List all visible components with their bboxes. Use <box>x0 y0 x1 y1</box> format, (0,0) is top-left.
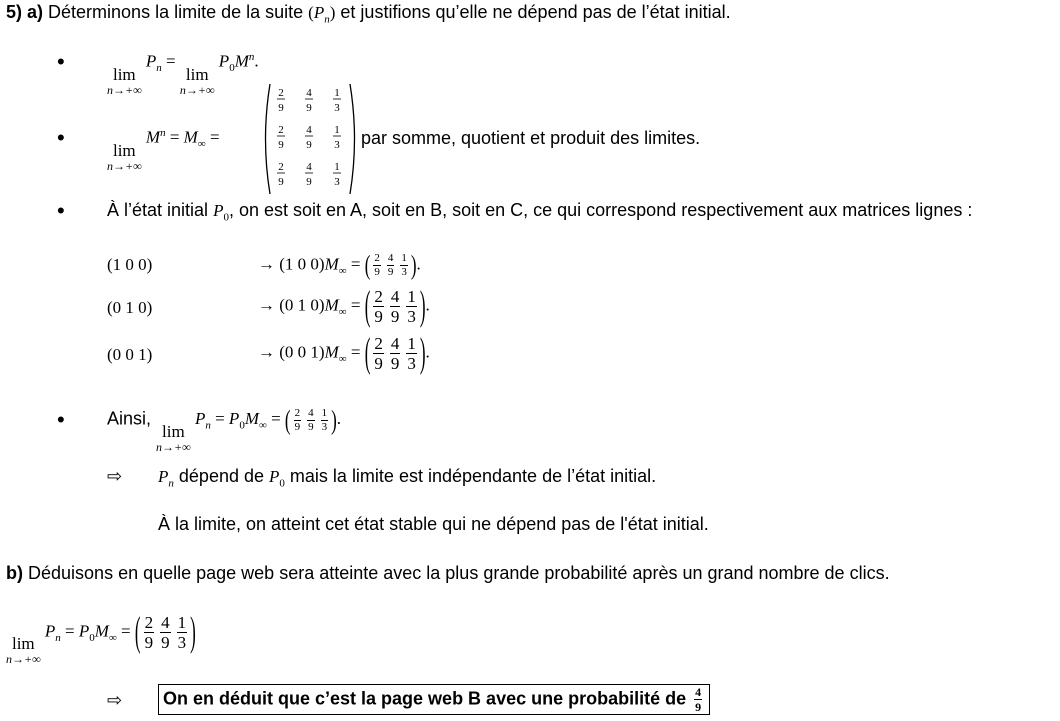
conclusion-line-2: À la limite, on atteint cet état stable qui ne dépend pas de l'état initial. <box>158 514 709 534</box>
bullet-icon: • <box>57 49 65 74</box>
matrix-entry: 1 <box>334 161 340 173</box>
bullet-icon: • <box>57 198 65 223</box>
bullet2-text: par somme, quotient et produit des limites. <box>361 128 701 148</box>
row-mapping-1: → (1 0 $0)M_\infty$ = ( $\frac{2}{9}$ $\frac{4}{9}$ $\frac{1}{3}$ ). <box>258 249 421 280</box>
sequence-symbol: $(P_n)$ <box>308 3 336 26</box>
question-b-label: b) <box>6 563 23 583</box>
matrix-entry: 9 <box>306 102 312 114</box>
matrix-entry: 9 <box>278 176 284 188</box>
row-mapping-3: → (0 0 $1)M_\infty$ = ( $\frac{2}{9}$ $\frac{4}{9}$ $\frac{1}{3}$ ). <box>258 329 430 376</box>
row-vector: (0 1 0) <box>107 298 153 317</box>
question-a-heading <box>6 2 731 25</box>
matrix-entry: 4 <box>306 124 312 136</box>
final-answer-box: On en déduit que c’est la page web B avec une probabilité de $\frac{4}{9}$ <box>158 684 710 715</box>
matrix-entry: 1 <box>334 124 340 136</box>
matrix-entry: 2 <box>278 161 284 173</box>
matrix-entry: 4 <box>306 161 312 173</box>
intro-text: Déterminons la limite de la suite <box>48 2 304 22</box>
row-vector: (0 0 1) <box>107 345 153 364</box>
conclusion-line-1: $P_n$ dépend de $P_0$ mais la limite est indépendante de l’état initial. <box>158 466 657 490</box>
arrow-icon: ⇨ <box>107 466 123 486</box>
bullet-icon: • <box>57 125 65 150</box>
matrix-entry: 4 <box>306 87 312 99</box>
limit-matrix <box>260 82 360 196</box>
matrix-entry: 1 <box>334 87 340 99</box>
question-label: 5) a) <box>6 2 44 22</box>
matrix-entry: 2 <box>278 87 284 99</box>
matrix-entry: 3 <box>334 102 340 114</box>
matrix-entry: 2 <box>278 124 284 136</box>
limit-equation-final: lim n→+∞ $P_n = P_0M_\infty$ = ( $\frac{2}{9}$ $\frac{4}{9}$ $\frac{1}{3}$ ) <box>6 608 196 667</box>
arrow-icon: ⇨ <box>107 690 123 710</box>
question-b-heading: b) Déduisons en quelle page web sera atteinte avec la plus grande probabilité après un grand nombre de clics. <box>6 563 890 583</box>
matrix-entry: 9 <box>306 176 312 188</box>
bullet-icon: • <box>57 407 65 432</box>
bullet4-line: Ainsi, lim n→+∞ $P_n = P_0M_\infty$ = ( $\frac{2}{9}$ $\frac{4}{9}$ $\frac{1}{3}$ ). <box>107 404 342 455</box>
matrix-entry: 3 <box>334 139 340 151</box>
matrix-entry: 9 <box>278 102 284 114</box>
intro-text-end: et justifions qu’elle ne dépend pas de l’état initial. <box>340 2 731 22</box>
row-vector: (1 0 0) <box>107 255 153 274</box>
matrix-entry: 9 <box>278 139 284 151</box>
bullet3-text: À l’état initial $P_0$, on est soit en A, soit en B, soit en C, ce qui correspond respectivement aux matrices lignes : <box>107 200 973 224</box>
matrix-entry: 9 <box>306 139 312 151</box>
limit-matrix-expression: lim n→+∞ $M^n = M_\infty$ = <box>107 127 220 173</box>
limit-equation-1: lim n→+∞ $P_n$ = lim n→+∞ $P_0M^n$. <box>107 51 259 97</box>
matrix-entry: 3 <box>334 176 340 188</box>
row-mapping-2: → (0 1 $0)M_\infty$ = ( $\frac{2}{9}$ $\frac{4}{9}$ $\frac{1}{3}$ ). <box>258 282 430 329</box>
